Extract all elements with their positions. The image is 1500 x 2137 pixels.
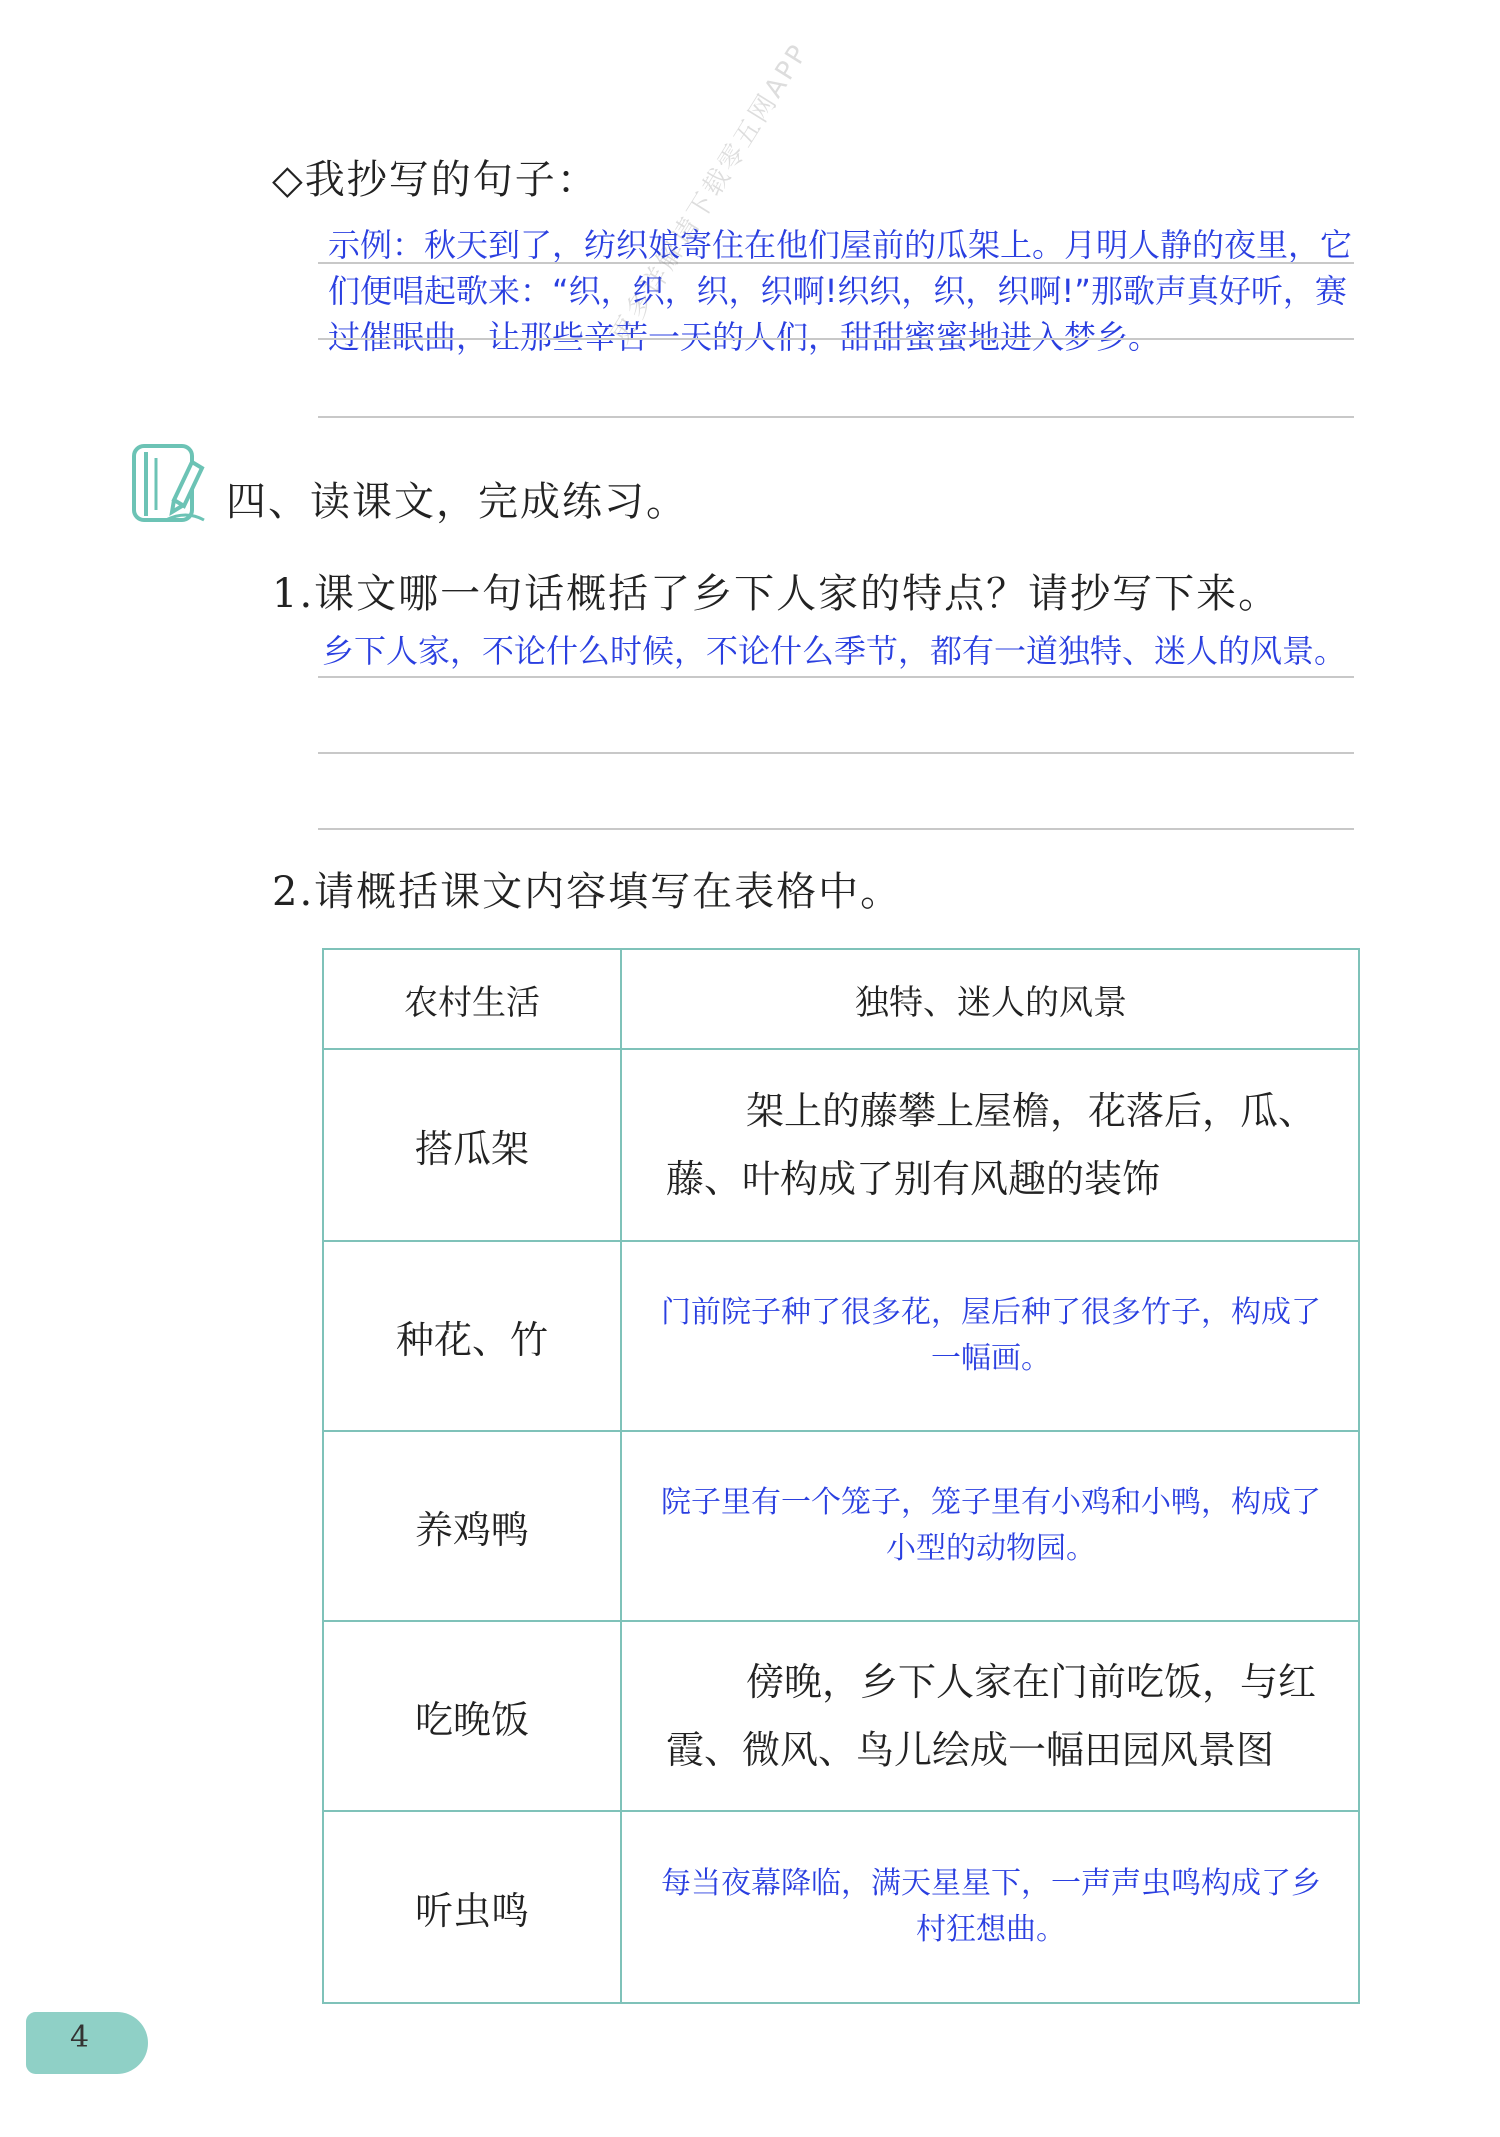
table-row-scene [622, 1050, 1360, 1240]
table-row-scene [622, 1812, 1360, 2002]
watermark: 更多详解请下载零五网APP [605, 37, 816, 350]
table-row-scene [622, 1622, 1360, 1810]
question-2: 2.请概括课文内容填写在表格中。 [272, 869, 903, 915]
summary-table [322, 948, 1360, 2004]
copy-answer-line-1: 示例：秋天到了，纺织娘寄住在他们屋前的瓜架上。月明人静的夜里，它 [328, 226, 1353, 264]
table-row-life: 种花、竹 [395, 1317, 548, 1362]
copy-sentence-title: ◇我抄写的句子： [272, 157, 599, 203]
answer-scene-line-2: 小型的动物园。 [886, 1531, 1096, 1566]
notebook-pencil-icon [126, 440, 212, 530]
printed-scene-line-1: 架上的藤攀上屋檐，花落后，瓜、 [745, 1089, 1316, 1133]
printed-scene-line-2: 霞、微风、鸟儿绘成一幅田园风景图 [665, 1728, 1274, 1772]
answer-scene-line-2: 村狂想曲。 [916, 1912, 1066, 1947]
copy-answer-line-3: 过催眠曲，让那些辛苦一天的人们，甜甜蜜蜜地进入梦乡。 [328, 318, 1161, 356]
printed-scene [658, 1077, 1324, 1213]
copy-answer-line-2: 们便唱起歌来：“织，织，织，织啊!织织，织，织啊!”那歌声真好听，赛 [328, 272, 1347, 310]
writing-line [318, 752, 1354, 754]
table-row-life: 吃晚饭 [414, 1697, 529, 1742]
question-1: 1.课文哪一句话概括了乡下人家的特点？请抄写下来。 [272, 571, 1281, 617]
table-header-life: 农村生活 [404, 982, 540, 1023]
question-1-answer: 乡下人家，不论什么时候，不论什么季节，都有一道独特、迷人的风景。 [322, 632, 1347, 670]
table-header-scene: 独特、迷人的风景 [855, 982, 1127, 1023]
answer-scene-line-2: 一幅画。 [931, 1341, 1051, 1376]
table-row-scene [622, 1242, 1360, 1430]
table-row-life: 听虫鸣 [414, 1888, 529, 1933]
table-row-scene [622, 1432, 1360, 1620]
printed-scene-line-1: 傍晚，乡下人家在门前吃饭，与红 [745, 1660, 1316, 1704]
printed-scene [658, 1648, 1324, 1784]
writing-line [318, 262, 1354, 264]
answer-scene-line-1: 院子里有一个笼子，笼子里有小鸡和小鸭，构成了 [661, 1485, 1321, 1520]
answer-scene-line-1: 每当夜幕降临，满天星星下，一声声虫鸣构成了乡 [661, 1866, 1321, 1901]
printed-scene-line-2: 藤、叶构成了别有风趣的装饰 [665, 1157, 1160, 1201]
table-row-life: 养鸡鸭 [414, 1507, 529, 1552]
writing-line [318, 416, 1354, 418]
page-number: 4 [70, 2020, 90, 2055]
answer-scene [657, 1861, 1325, 1953]
section-title: 四、读课文，完成练习。 [226, 479, 688, 525]
answer-scene-line-1: 门前院子种了很多花，屋后种了很多竹子，构成了 [661, 1295, 1321, 1330]
answer-scene [657, 1480, 1325, 1572]
writing-line [318, 828, 1354, 830]
table-row-life: 搭瓜架 [414, 1126, 529, 1171]
writing-line [318, 338, 1354, 340]
answer-scene [657, 1290, 1325, 1382]
writing-line [318, 676, 1354, 678]
